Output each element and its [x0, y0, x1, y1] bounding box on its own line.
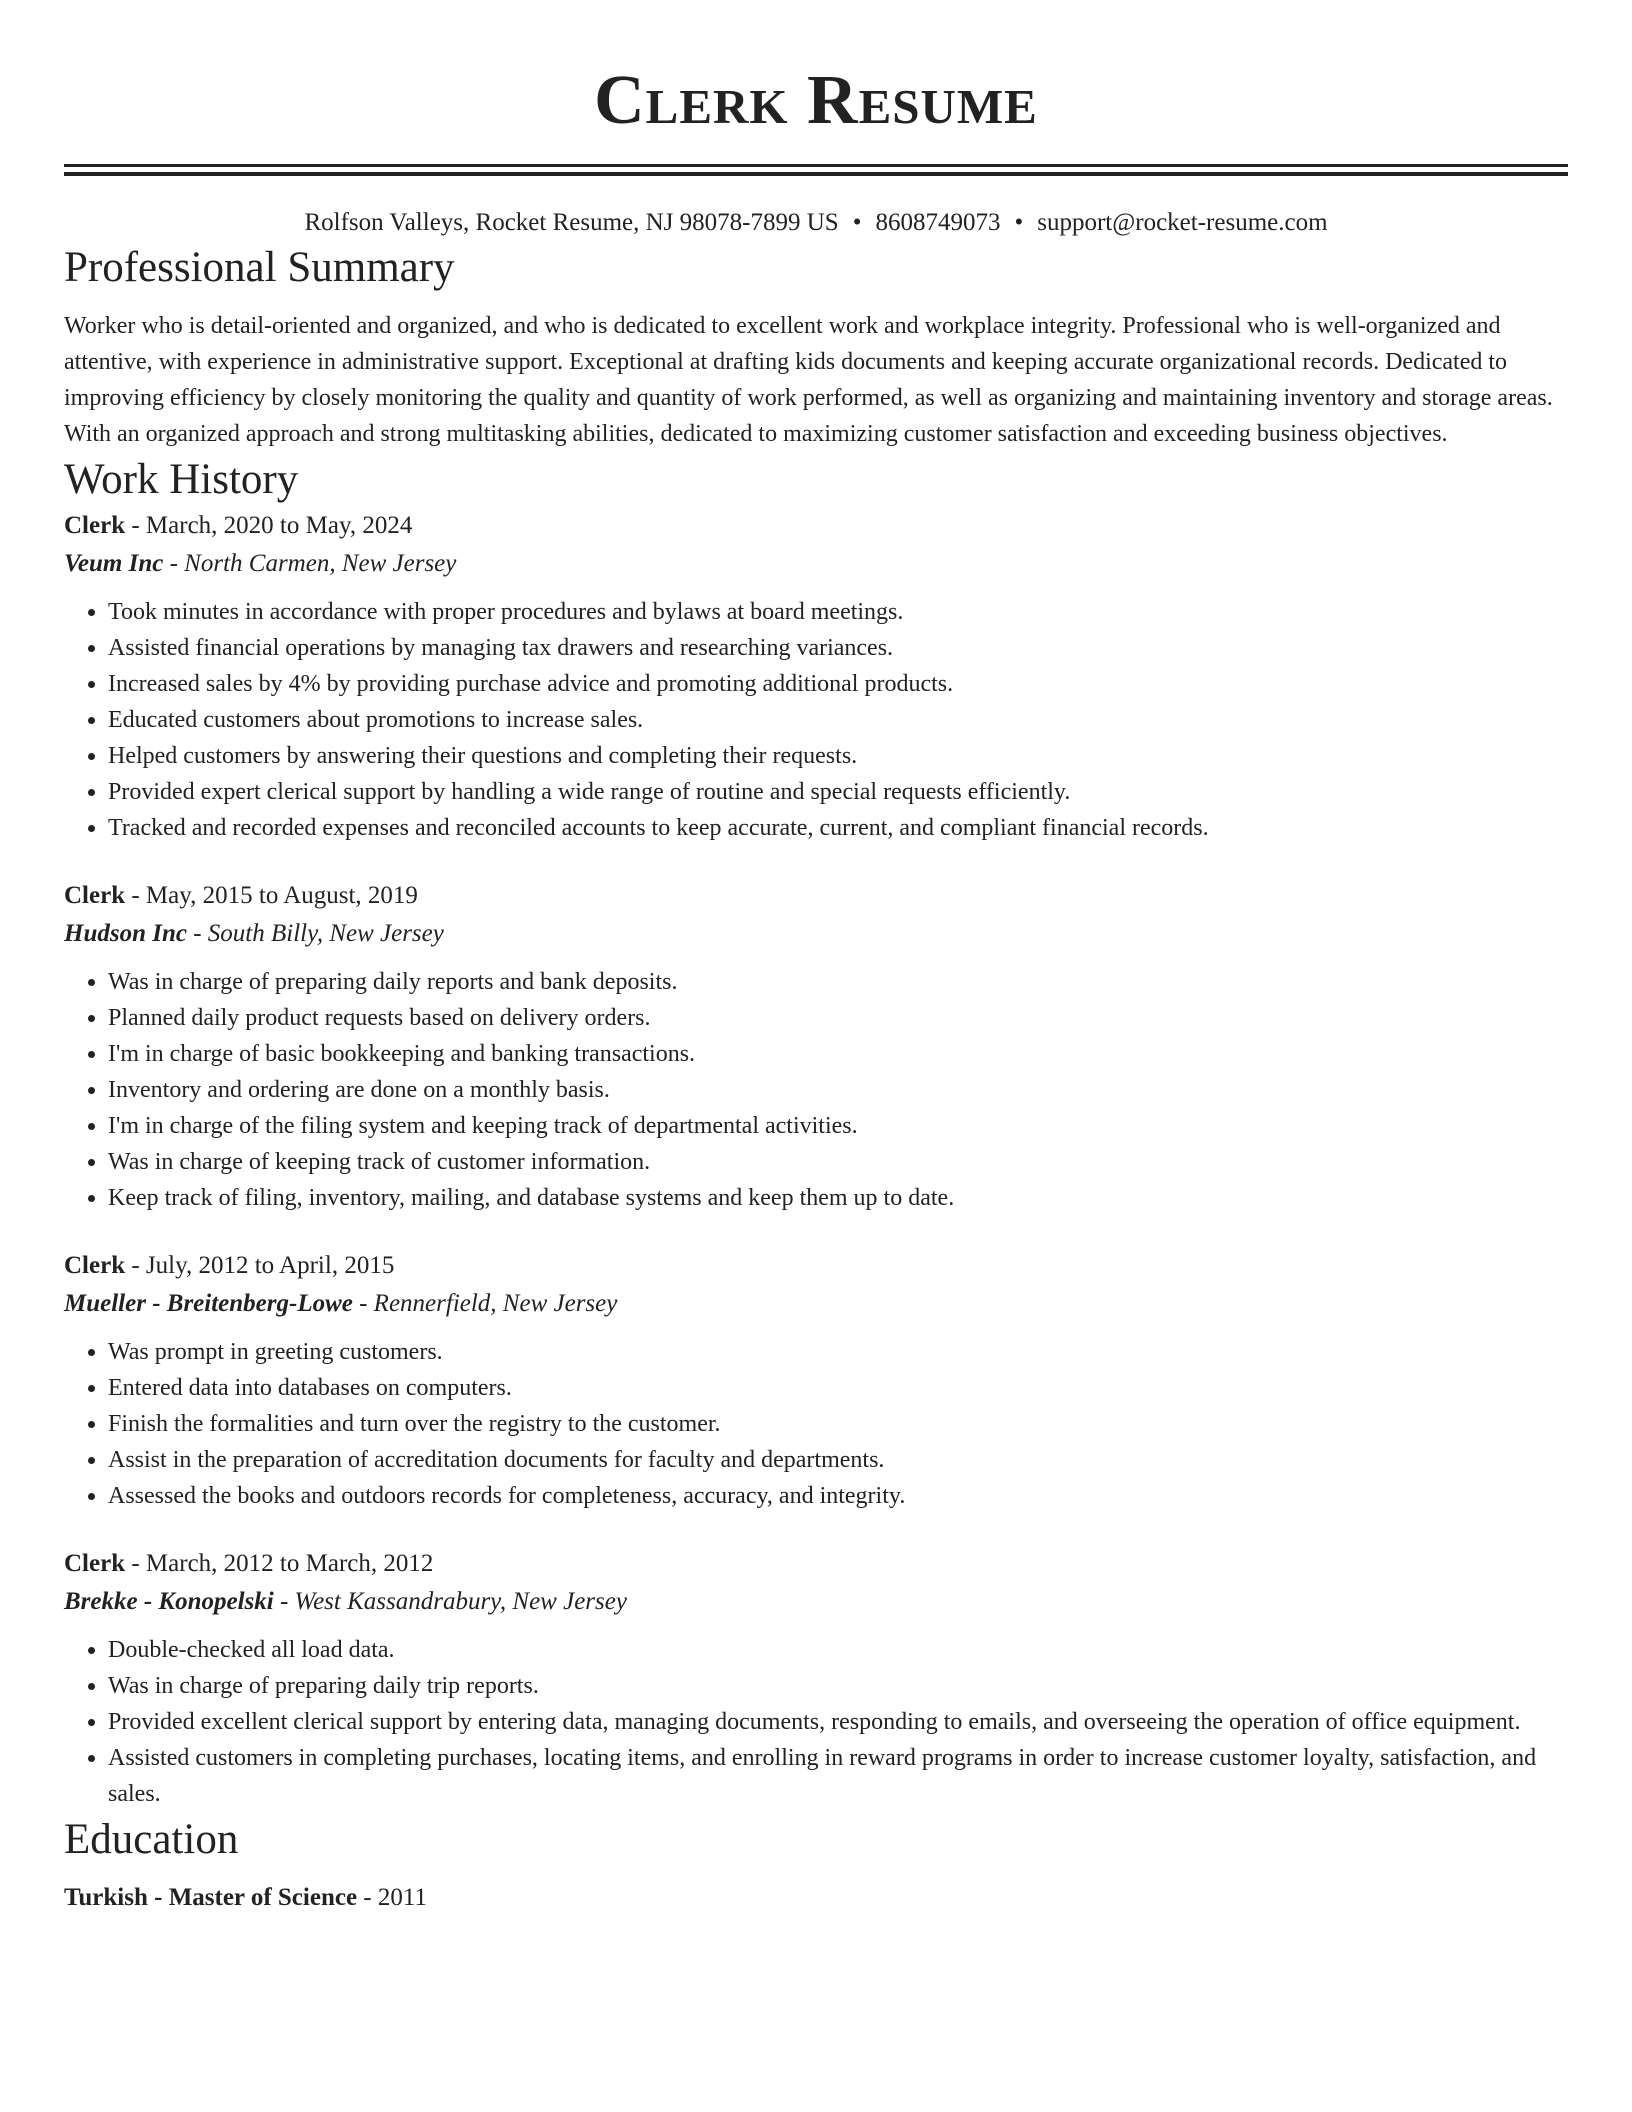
job-duty-item: • Provided excellent clerical support by entering data, managing documents, responding to emails, and overseeing the operation of office equipment. [108, 1704, 1568, 1740]
job-duty-item: • Double-checked all load data. [108, 1632, 1568, 1668]
job-company-line [64, 1284, 1568, 1324]
job-duty-item: • Helped customers by answering their questions and completing their requests. [108, 738, 1568, 774]
job-duties-list [64, 964, 1568, 1216]
job-duty-item: • Assist in the preparation of accreditation documents for faculty and departments. [108, 1442, 1568, 1478]
education-heading: Education [64, 1816, 239, 1863]
job-dates: - March, 2012 to March, 2012 [125, 1550, 434, 1577]
job-entry [64, 508, 1568, 846]
job-duties-list [64, 1632, 1568, 1812]
resume-title: Clerk Resume [594, 62, 1038, 139]
job-location: - Rennerfield, New Jersey [352, 1290, 618, 1317]
job-duties-list [64, 1334, 1568, 1514]
job-duty-item: • Planned daily product requests based on delivery orders. [108, 1000, 1568, 1036]
job-dates: - July, 2012 to April, 2015 [125, 1252, 395, 1279]
job-duty-item: • Inventory and ordering are done on a monthly basis. [108, 1072, 1568, 1108]
job-role: Clerk [64, 1252, 126, 1279]
job-duty-item: • Took minutes in accordance with proper procedures and bylaws at board meetings. [108, 594, 1568, 630]
contact-separator: • [1014, 209, 1024, 236]
job-duty-item: • Was in charge of preparing daily trip reports. [108, 1668, 1568, 1704]
summary-text: Worker who is detail-oriented and organized, and who is dedicated to excellent work and workplace integrity. Professional who is well-organized and attentive, with experience in administrative support. Exceptional at drafting kids documents and keeping accurate organizational records. Dedicated to improving efficiency by closely monitoring the quality and quantity of work performed, as well as organizing and maintaining inventory and storage areas. With an organized approach and strong multitasking abilities, dedicated to maximizing customer satisfaction and exceeding business objectives. [64, 313, 1553, 447]
job-duty-item: • I'm in charge of basic bookkeeping and banking transactions. [108, 1036, 1568, 1072]
job-duty-item: • Provided expert clerical support by handling a wide range of routine and special requests efficiently. [108, 774, 1568, 810]
job-duty-item: • Increased sales by 4% by providing purchase advice and promoting additional products. [108, 666, 1568, 702]
job-duty-item: • Assisted customers in completing purchases, locating items, and enrolling in reward programs in order to increase customer loyalty, satisfaction, and sales. [108, 1740, 1568, 1812]
work-history-heading: Work History [64, 456, 299, 503]
summary-heading: Professional Summary [64, 244, 455, 291]
job-duty-item: • I'm in charge of the filing system and keeping track of departmental activities. [108, 1108, 1568, 1144]
job-company: Veum Inc [64, 550, 164, 577]
job-role: Clerk [64, 512, 126, 539]
job-duty-item: • Assisted financial operations by managing tax drawers and researching variances. [108, 630, 1568, 666]
job-location: - North Carmen, New Jersey [163, 550, 457, 577]
contact-separator: • [852, 209, 862, 236]
job-duty-item: • Was prompt in greeting customers. [108, 1334, 1568, 1370]
title-divider [64, 164, 1568, 176]
job-company: Mueller - Breitenberg-Lowe [64, 1290, 353, 1317]
education-degree: Turkish - Master of Science [64, 1884, 358, 1911]
job-duty-item: • Was in charge of preparing daily reports and bank deposits. [108, 964, 1568, 1000]
contact-phone: 8608749073 [875, 209, 1001, 236]
job-duty-item: • Was in charge of keeping track of customer information. [108, 1144, 1568, 1180]
job-title-line [64, 878, 1568, 914]
job-role: Clerk [64, 1550, 126, 1577]
contact-line [64, 206, 1568, 240]
job-duty-item: • Assessed the books and outdoors records for completeness, accuracy, and integrity. [108, 1478, 1568, 1514]
job-entry [64, 878, 1568, 1216]
job-company-line [64, 544, 1568, 584]
job-role: Clerk [64, 882, 126, 909]
job-title-line [64, 508, 1568, 544]
job-title-line [64, 1248, 1568, 1284]
education-entry [64, 1880, 1568, 1916]
job-location: - West Kassandrabury, New Jersey [273, 1588, 627, 1615]
job-company: Hudson Inc [64, 920, 187, 947]
job-dates: - May, 2015 to August, 2019 [125, 882, 418, 909]
job-duty-item: • Tracked and recorded expenses and reconciled accounts to keep accurate, current, and compliant financial records. [108, 810, 1568, 846]
job-duty-item: • Educated customers about promotions to increase sales. [108, 702, 1568, 738]
job-duty-item: • Finish the formalities and turn over the registry to the customer. [108, 1406, 1568, 1442]
contact-address: Rolfson Valleys, Rocket Resume, NJ 98078-7899 US [304, 209, 839, 236]
job-dates: - March, 2020 to May, 2024 [125, 512, 413, 539]
job-entry [64, 1248, 1568, 1514]
job-company: Brekke - Konopelski [64, 1588, 274, 1615]
job-company-line [64, 914, 1568, 954]
education-year: - 2011 [357, 1884, 427, 1911]
job-title-line [64, 1546, 1568, 1582]
job-duty-item: • Entered data into databases on computers. [108, 1370, 1568, 1406]
job-entry [64, 1546, 1568, 1812]
job-location: - South Billy, New Jersey [186, 920, 444, 947]
contact-email: support@rocket-resume.com [1037, 209, 1328, 236]
work-history-list [64, 508, 1568, 1812]
job-duty-item: • Keep track of filing, inventory, mailing, and database systems and keep them up to date. [108, 1180, 1568, 1216]
job-company-line [64, 1582, 1568, 1622]
job-duties-list [64, 594, 1568, 846]
